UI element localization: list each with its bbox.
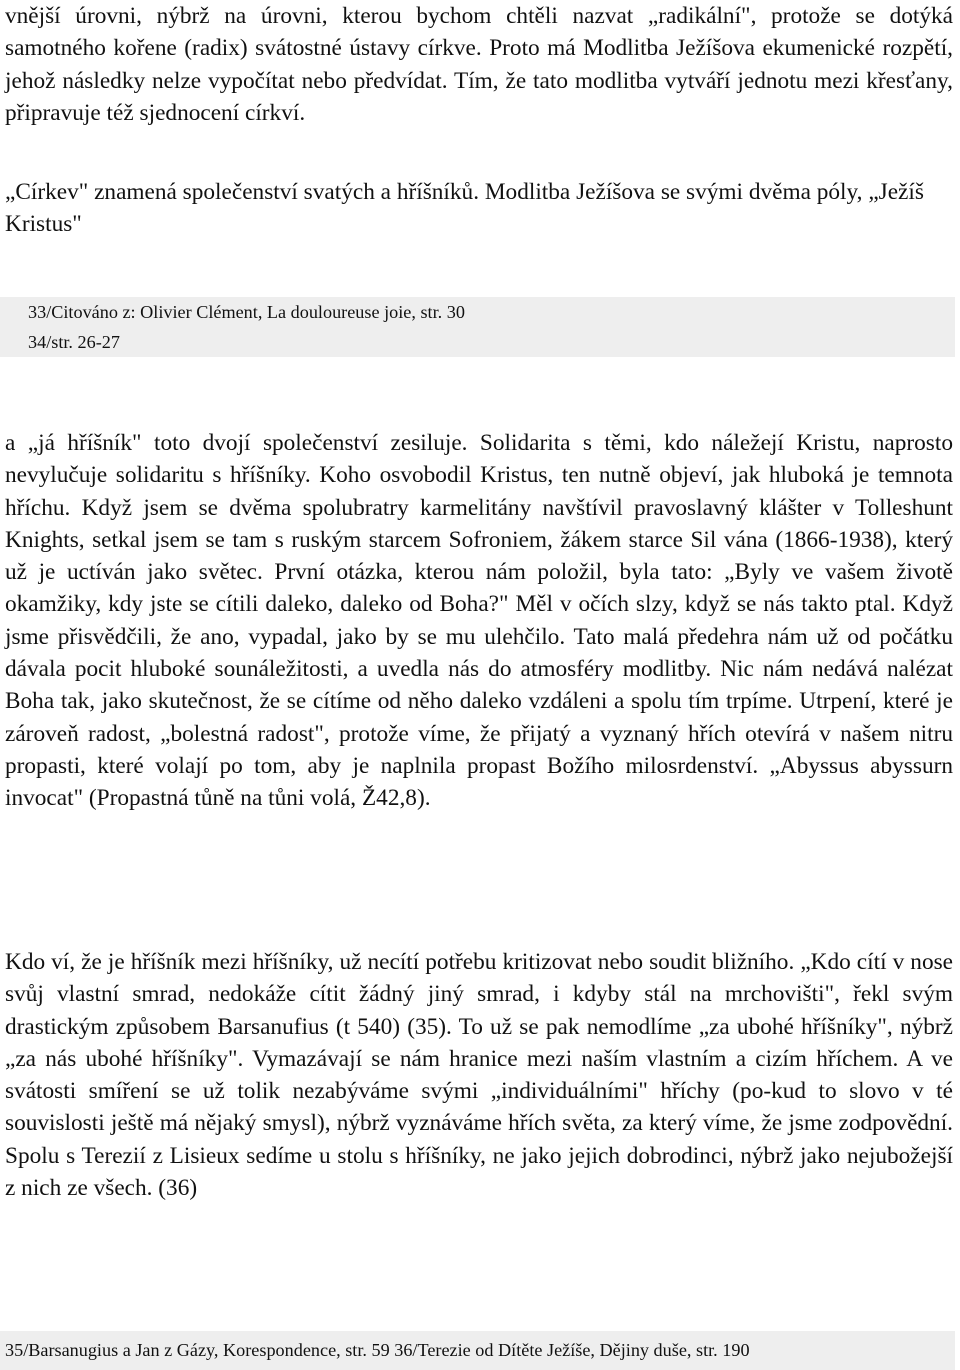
paragraph-2 (5, 176, 953, 241)
footnote-35-36: 35/Barsanugius a Jan z Gázy, Korespondence, str. 59 36/Terezie od Dítěte Ježíše, Dějiny duše, str. 190 (5, 1340, 750, 1360)
paragraph-3 (5, 427, 953, 815)
paragraph-1-text: vnější úrovni, nýbrž na úrovni, kterou bychom chtěli nazvat „radikální", protože se dotýká samotného kořene (radix) svátostné ústavy církve. Proto má Modlitba Ježíšova ekumenické rozpětí, jehož následky nelze vypočítat nebo předvídat. Tím, že tato modlitba vytváří jednotu mezi křesťany, připravuje též sjednocení církví. (5, 3, 953, 126)
paragraph-4 (5, 946, 953, 1204)
paragraph-3-text: a „já hříšník" toto dvojí společenství zesiluje. Solidarita s těmi, kdo náležejí Kristu, naprosto nevylučuje solidaritu s hříšníky. Koho osvobodil Kristus, ten nutně objeví, jak hluboká je temnota hříchu. Když jsem se dvěma spolubratry karmelitány navštívil pravoslavný klášter v Tolleshunt Knights, setkal jsem se tam s ruským starcem Sofroniem, žákem starce Sil vána (1866-1938), který už je uctíván jako světec. První otázka, kterou nám položil, byla tato: „Byly ve vašem životě okamžiky, kdy jste se cítili daleko, daleko od Boha?" Měl v očích slzy, když se nás takto ptal. Když jsme přisvědčili, že ano, vypadal, jako by se mu ulehčilo. Tato malá předehra nám už od počátku dávala pocit hluboké sounáležitosti, a uvedla nás do atmosféry modlitby. Nic nám nedává nalézat Boha tak, jako skutečnost, že se cítíme od něho daleko vzdáleni a spolu tím trpíme. Utrpení, které je zároveň radost, „bolestná radost", protože víme, že přijatý a vyznaný hřích otevírá v našem nitru propasti, které volají po tom, aby je naplnila propast Božího milosrdenství. „Abyssus abyssurn invocat" (Propastná tůně na tůni volá, Ž42,8). (5, 430, 953, 812)
paragraph-2-text: „Církev" znamená společenství svatých a hříšníků. Modlitba Ježíšova se svými dvěma póly, „Ježíš Kristus" (5, 179, 924, 238)
footnote-34: 34/str. 26-27 (28, 332, 120, 352)
paragraph-1 (5, 0, 953, 129)
footnote-33: 33/Citováno z: Olivier Clément, La douloureuse joie, str. 30 (28, 302, 465, 322)
footnotes-bottom (0, 1331, 955, 1370)
paragraph-4-text: Kdo ví, že je hříšník mezi hříšníky, už necítí potřebu kritizovat nebo soudit bližního. „Kdo cítí v nose svůj vlastní smrad, nedokáže cítit žádný jiný smrad, i kdyby stál na mrchovišti", řekl svým drastickým způsobem Barsanufius (t 540) (35). To už se pak nemodlíme „za ubohé hříšníky", nýbrž „za nás ubohé hříšníky". Vymazávají se nám hranice mezi naším vlastním a cizím hříchem. A ve svátosti smíření se už tolik nezabýváme svými „individuálními" hříchy (po-kud to slovo v té souvislosti ještě má nějaký smysl), nýbrž vyznáváme hřích světa, za který víme, že jsme zodpovědní. Spolu s Terezií z Lisieux sedíme u stolu s hříšníky, ne jako jejich dobrodinci, nýbrž jako nejubožejší z nich ze všech. (36) (5, 949, 953, 1202)
footnotes-middle (0, 297, 955, 357)
